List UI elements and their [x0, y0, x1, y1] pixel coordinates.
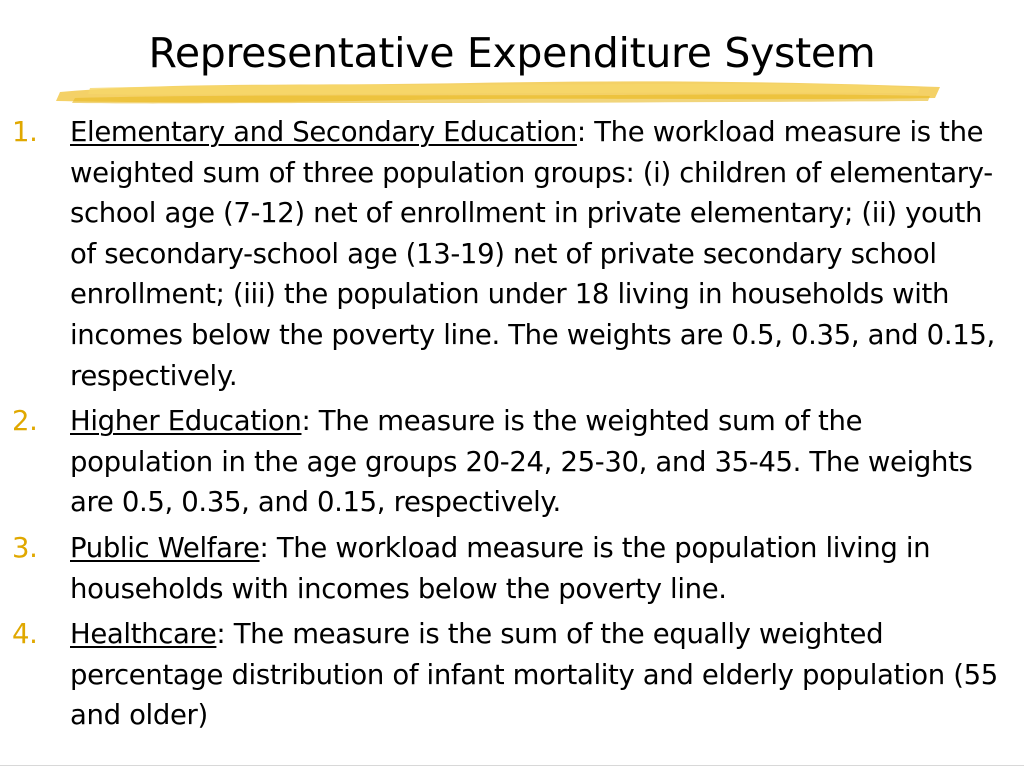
item-number: 4. — [12, 618, 38, 651]
list-item — [0, 112, 1024, 396]
list-item — [0, 614, 1024, 736]
item-number: 3. — [12, 531, 38, 564]
list-item — [0, 401, 1024, 523]
footer-divider — [0, 765, 1024, 766]
item-description: : The workload measure is the population living in households with incomes below the poverty line. — [70, 531, 931, 605]
item-number: 1. — [12, 116, 38, 148]
item-description: : The measure is the weighted sum of the population in the age groups 20-24, 25-30, and 35-45. The weights are 0.5, 0.35, and 0.15, respectively. — [70, 405, 973, 519]
item-description: : The workload measure is the weighted sum of three population groups: (i) children of elementary-school age (7-12) net of enrollment in private elementary; (ii) youth of secondary-school age (13-19) net of private secondary school enrollment; (iii) the population under 18 living in households with incomes below the poverty line. The weights are 0.5, 0.35, and 0.15, respectively. — [70, 116, 995, 392]
item-term: Elementary and Secondary Education — [70, 116, 577, 148]
item-description: : The measure is the sum of the equally weighted percentage distribution of infant mortality and elderly population (55 and older) — [70, 618, 998, 732]
item-term: Higher Education — [70, 405, 302, 438]
item-number: 2. — [12, 405, 38, 438]
slide-title: Representative Expenditure System — [148, 29, 876, 77]
item-term: Public Welfare — [70, 531, 260, 564]
expenditure-list — [0, 112, 1024, 741]
item-term: Healthcare — [70, 618, 217, 651]
list-item — [0, 528, 1024, 609]
